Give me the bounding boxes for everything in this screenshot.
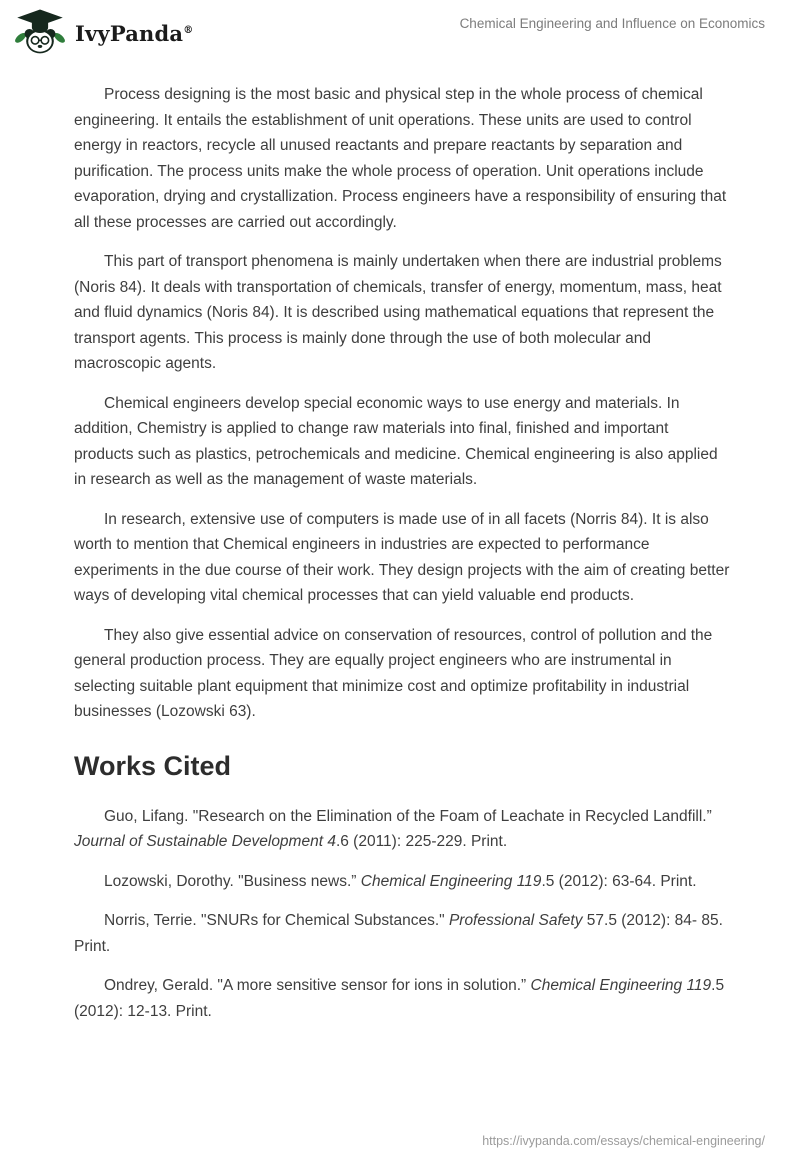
source-url-link[interactable]: https://ivypanda.com/essays/chemical-engineering/ [482, 1134, 765, 1148]
essay-content [0, 68, 800, 1024]
citation-segment: .5 (2012): 12-13. Print. [74, 977, 725, 1020]
citation-segment: Chemical Engineering 119 [360, 872, 542, 890]
citation-entry [74, 973, 730, 1024]
citation-segment: Lozowski, Dorothy. "Business news.” [104, 872, 361, 890]
citation-segment: .5 (2012): 63-64. Print. [541, 872, 697, 890]
brand-text: IvyPanda [75, 20, 184, 46]
ivypanda-brand[interactable] [14, 6, 193, 60]
ivypanda-logo-icon [14, 6, 66, 60]
essay-paragraph: Process designing is the most basic and physical step in the whole process of chemical engineering. It entails the establishment of unit operations. These units are used to control energy in reactors, recycle all unused reactants and prepare reactants by separation and purification. The process units make the whole process of operation. Unit operations include evaporation, drying and crystallization. Process engineers have a responsibility of ensuring that all these processes are carried out accordingly. [74, 86, 727, 231]
citation-segment: Professional Safety [448, 912, 583, 929]
essay-paragraph: This part of transport phenomena is mainly undertaken when there are industrial problems (Noris 84). It deals with transportation of chemicals, transfer of energy, momentum, mass, heat and fluid dynamics (Noris 84). It is described using mathematical equations that represent the transport agents. This process is mainly done through the use of both molecular and macroscopic agents. [74, 253, 722, 372]
document-title: Chemical Engineering and Influence on Economics [459, 16, 765, 31]
citation-segment: Journal of Sustainable Development 4 [74, 833, 336, 850]
citation-entry [74, 908, 730, 959]
citation-entry [74, 869, 730, 895]
page-header [0, 0, 800, 68]
essay-paragraph: Chemical engineers develop special economic ways to use energy and materials. In addition, Chemistry is applied to change raw materials into final, finished and important products such as plastics, petrochemicals and medicine. Chemical engineering is also applied in research as well as the management of waste materials. [74, 394, 718, 488]
citation-segment: Norris, Terrie. "SNURs for Chemical Substances." [104, 912, 449, 929]
brand-name [75, 21, 193, 46]
citation-segment: Guo, Lifang. "Research on the Elimination of the Foam of Leachate in Recycled Landfill.” [104, 807, 712, 825]
works-cited-heading: Works Cited [74, 750, 232, 781]
essay-paragraph: They also give essential advice on conservation of resources, control of pollution and the general production process. They are equally project engineers who are instrumental in selecting suitable plant equipment that minimize cost and optimize profitability in industrial businesses (Lozowski 63). [74, 626, 713, 720]
citation-segment: 57.5 (2012): 84- 85. Print. [74, 912, 723, 955]
citation-segment: Ondrey, Gerald. "A more sensitive sensor for ions in solution.” [104, 977, 531, 994]
citation-segment: Chemical Engineering 119 [530, 977, 712, 994]
citation-entry [74, 804, 730, 855]
works-cited-list [74, 804, 730, 1025]
essay-paragraphs [74, 82, 730, 725]
citation-segment: .6 (2011): 225-229. Print. [335, 833, 508, 850]
essay-paragraph: In research, extensive use of computers is made use of in all facets (Norris 84). It is also worth to mention that Chemical engineers in industries are expected to performance experiments in the due course of their work. They design projects with the aim of creating better ways of developing vital chemical processes that can yield valuable end products. [74, 510, 730, 604]
registered-trademark: ® [183, 24, 194, 36]
